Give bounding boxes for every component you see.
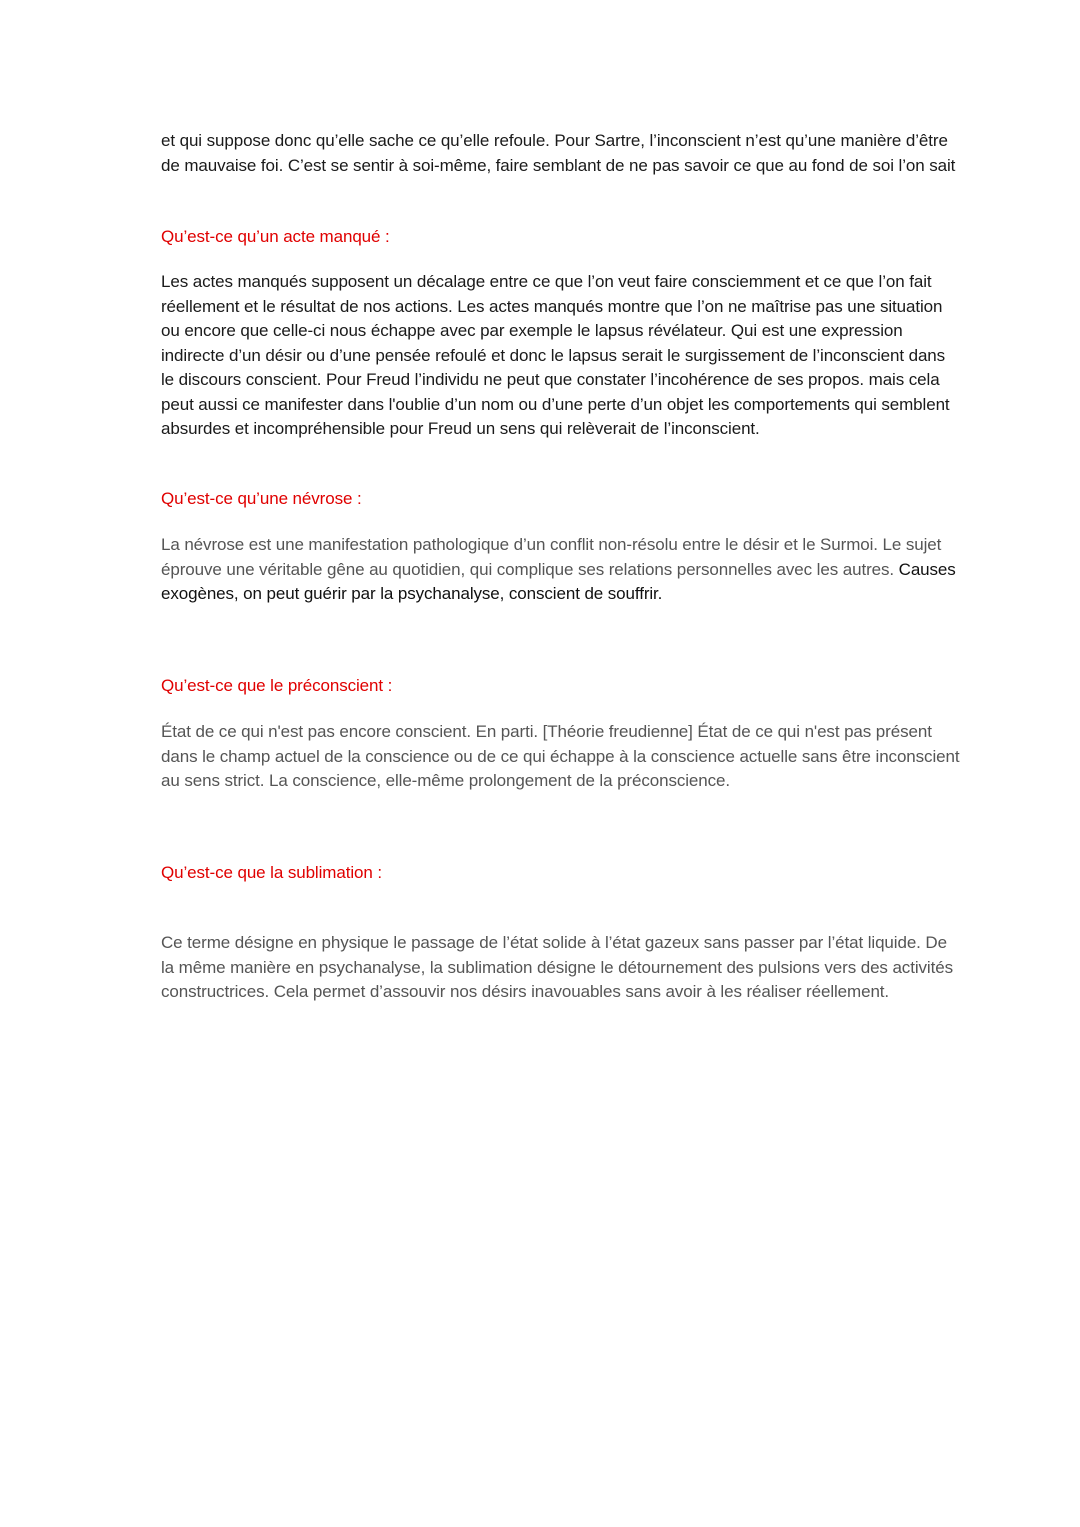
heading-acte-manque: Qu’est-ce qu’un acte manqué :: [161, 227, 390, 246]
heading-sublimation: Qu’est-ce que la sublimation :: [161, 863, 382, 882]
paragraph-preconscient: État de ce qui n'est pas encore conscient. En parti. [Théorie freudienne] État de ce qui n'est pas présent dans le champ actuel de la conscience ou de ce qui échappe à la conscience actuelle sans être inconscient au sens strict. La conscience, elle-même prolongement de la préconscience.: [161, 722, 960, 790]
paragraph-nevrose: [161, 533, 961, 607]
heading-nevrose: Qu’est-ce qu’une névrose :: [161, 489, 362, 508]
paragraph-nevrose-emphasis: Causes exogènes, on peut guérir par la psychanalyse, conscient de souffrir.: [161, 559, 956, 603]
paragraph-sublimation: Ce terme désigne en physique le passage de l’état solide à l’état gazeux sans passer par l’état liquide. De la même manière en psychanalyse, la sublimation désigne le détournement des pulsions vers des activités constructrices. Cela permet d’assouvir nos désirs inavouables sans avoir à les réaliser réellement.: [161, 933, 953, 1001]
heading-preconscient: Qu’est-ce que le préconscient :: [161, 676, 393, 695]
paragraph-acte-manque: Les actes manqués supposent un décalage entre ce que l’on veut faire consciemment et ce que l’on fait réellement et le résultat de nos actions. Les actes manqués montre que l’on ne maîtrise pas une situation ou encore que celle-ci nous échappe avec par exemple le lapsus révélateur. Qui est une expression indirecte d’un désir ou d’une pensée refoulé et donc le lapsus serait le surgissement de l’inconscient dans le discours conscient. Pour Freud l’individu ne peut que constater l’incohérence de ses propos. mais cela peut aussi ce manifester dans l'oublie d’un nom ou d’une perte d’un objet les comportements qui semblent absurdes et incompréhensible pour Freud un sens qui relèverait de l’inconscient.: [161, 272, 950, 438]
intro-paragraph: et qui suppose donc qu’elle sache ce qu’elle refoule. Pour Sartre, l’inconscient n’est qu’une manière d’être de mauvaise foi. C’est se sentir à soi-même, faire semblant de ne pas savoir ce que au fond de soi l’on sait: [161, 131, 956, 175]
paragraph-nevrose-main: La névrose est une manifestation pathologique d’un conflit non-résolu entre le désir et le Surmoi. Le sujet éprouve une véritable gêne au quotidien, qui complique ses relations personnelles avec les autres.: [161, 535, 942, 579]
